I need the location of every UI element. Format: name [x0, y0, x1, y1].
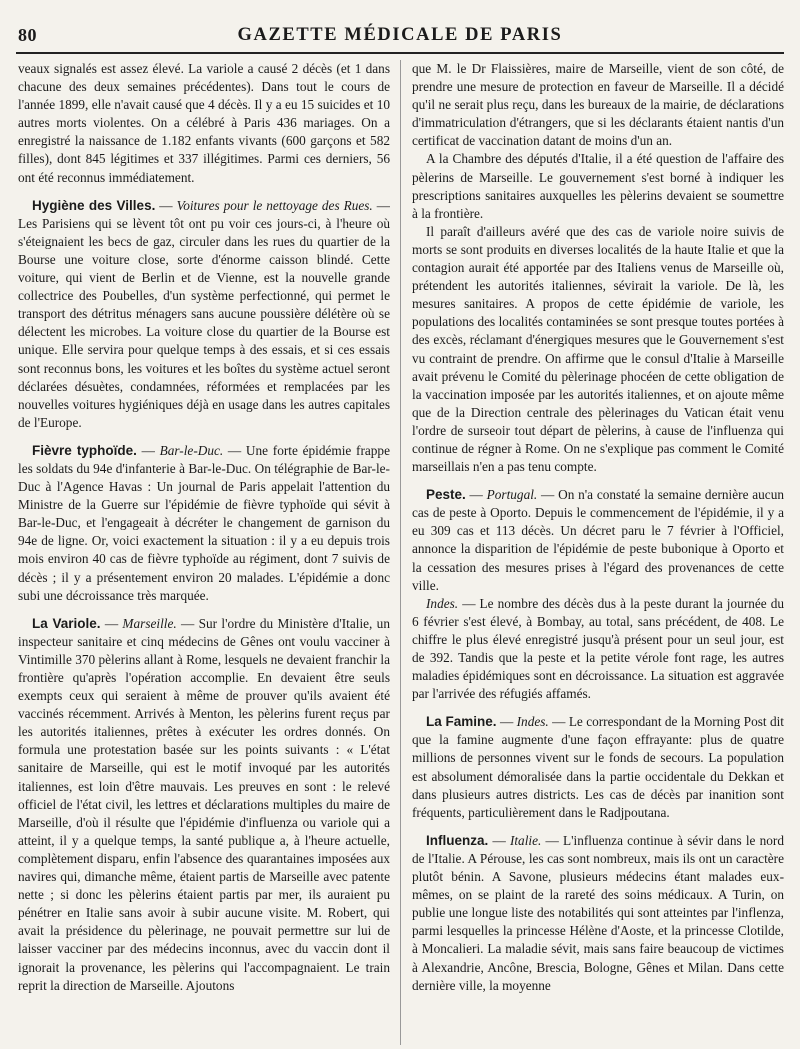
section-subtitle-variole: Marseille. [122, 615, 177, 631]
section-subtitle-famine: Indes. [516, 714, 549, 730]
journal-title: GAZETTE MÉDICALE DE PARIS [237, 25, 563, 45]
section-body-peste-indes: Le nombre des décès dus à la peste durant la journée du 6 février s'est élevé, à Bombay, au total, sans précédent, de 408. Le chiffre le plus élevé enregistré jusqu'à présent pour un seul jour, est de 392. Tandis que la peste et la petite vérole font rage, les autres maladies épidémiques sont en décroissance. La situation est aggravée par l'arrivée des réfugiés affamés. [412, 595, 784, 702]
section-subtitle-influenza: Italie. [509, 832, 542, 848]
section-body-peste: On n'a constaté la semaine dernière aucun cas de peste à Oporto. Depuis le commencement de l'épidémie, il y a eu 309 cas et 113 décès. Un décret paru le 7 février à l'Officiel, annonce la disparition de l'épidémie de peste bubonique à Oporto et la cessation des mesures prises à l'égard des provenances de cette ville. [412, 487, 784, 593]
section-title-hygiene: Hygiène des Villes. [32, 197, 156, 213]
left-column [18, 60, 390, 1045]
section-body-typhoide: Une forte épidémie frappe les soldats du 94e d'infanterie à Bar-le-Duc. On télégraphie de Bar-le-Duc à l'Agence Havas : Un journal de Paris appelait l'attention du Ministre de la Guerre sur l'épidémie de fièvre typhoïde qui sévit à Bar-le-Duc, et l'engageait à décréter le changement de garnison du 94e de ligne. Or, voici exactement la situation : il y a eu depuis trois mois environ 40 cas de fièvre typhoïde au régiment, dont 7 suivis de décès ; il y a présentement environ 20 malades. L'épidémie a donc subi une décroissance très marquée. [18, 442, 390, 603]
section-subtitle-hygiene: Voitures pour le nettoyage des Rues. [176, 197, 373, 213]
section-body-variole: Sur l'ordre du Ministère d'Italie, un inspecteur sanitaire et cinq médecins de Gênes ont voulu vacciner à Vintimille 370 pèlerins allant à Rome, lesquels ne devaient franchir la frontière qu'après l'opération accomplie. En devaient être seuls exempts ceux qui seraient à même de prouver qu'ils avaient été vaccinés récemment. Arrivés à Menton, les pèlerins furent reçus par les autorités italiennes, prêtes à exécuter les ordres donnés. On formula une protestation basée sur les points suivants : « L'état sanitaire de Marseille, qui est le motif invoqué par les autorités italiennes, est loin d'être mauvais. Les preuves en sont : le relevé officiel de l'état civil, les lettres et déclarations multiples du maire de Marseille, d'où il résulte que l'épidémie d'influenza ou variole qui a atteint, il y a quelque temps, la santé publique a, à l'heure actuelle, complètement disparu, enfin l'absence des quarantaines imposées aux navires qui, dimanche même, étaient partis de Marseille avec patente nette ; si donc les pèlerins étaient partis par mer, ils auraient pu pénétrer en Italie sans avoir à subir aucune visite. M. Robert, qui avait la présidence du pèlerinage, ne pouvait permettre sur lui de laisser vacciner par des médecins inconnus, avec du vaccin dont il ignorait la provenance, les pèlerins qui l'accompagnaient. Le train reprit la direction de Marseille. Ajoutons [18, 615, 390, 993]
page-number: 80 [18, 25, 37, 45]
section-title-famine: La Famine. [426, 714, 497, 730]
section-influenza: Influenza. — Italie. — L'influenza continue à sévir dans le nord de l'Italie. A Pérouse, les cas sont nombreux, mais ils ont un caractère plutôt bénin. A Savone, plusieurs médecins étant malades eux-mêmes, on se plaint de la rareté des soins médicaux. A Turin, on publie une longue liste des notabilités qui sont atteintes par l'inflenza, parmi lesquelles la princesse Hélène d'Aoste, et la princesse Clotilde, à Moncalieri. La maladie sévit, mais sans faire beaucoup de victimes à Alexandrie, Ancône, Brescia, Bologne, Gênes et Milan. Dans cette dernière ville, la moyenne [412, 832, 784, 993]
continued-paragraph-2: A la Chambre des députés d'Italie, il a été question de l'affaire des pèlerins de Marseille. Le gouvernement s'est borné à indiquer les prescriptions sanitaires auxquelles les pèlerins devaient se soumettre à la frontière. [412, 151, 784, 221]
page-header [0, 0, 800, 56]
section-title-typhoide: Fièvre typhoïde. [32, 442, 137, 458]
section-typhoide: Fièvre typhoïde. — Bar-le-Duc. — Une forte épidémie frappe les soldats du 94e d'infanterie à Bar-le-Duc. On télégraphie de Bar-le-Duc à l'Agence Havas : Un journal de Paris appelait l'attention du Ministre de la Guerre sur l'épidémie de fièvre typhoïde qui sévit à Bar-le-Duc, et l'engageait à décréter le changement de garnison du 94e de ligne. Or, voici exactement la situation : il y a eu depuis trois mois environ 40 cas de fièvre typhoïde au régiment, dont 7 suivis de décès ; il y a présentement environ 20 malades. L'épidémie a donc subi une décroissance très marquée. [18, 442, 390, 603]
section-title-variole: La Variole. [32, 615, 101, 631]
section-subtitle-typhoide: Bar-le-Duc. [159, 442, 224, 458]
header-rule [16, 52, 784, 54]
section-title-peste: Peste. [426, 487, 466, 503]
section-subtitle-peste-indes: Indes. [426, 595, 459, 611]
continued-paragraph-1: que M. le Dr Flaissières, maire de Marseille, vient de son côté, de prendre une mesure de protection en faveur de Marseille. Il a décidé qu'il ne serait plus reçu, dans les bureaux de la mairie, de déclarations d'immatriculation d'étrangers, que si les déclarants étaient nantis d'un certificat de vaccination datant de moins d'un an. [412, 61, 784, 149]
right-column [412, 60, 784, 1045]
section-variole: La Variole. — Marseille. — Sur l'ordre du Ministère d'Italie, un inspecteur sanitaire et cinq médecins de Gênes ont voulu vacciner à Vintimille 370 pèlerins allant à Rome, lesquels ne devaient franchir la frontière qu'après l'opération accomplie. En devaient être seuls exempts ceux qui seraient à même de prouver qu'ils avaient été vaccinés récemment. Arrivés à Menton, les pèlerins furent reçus par les autorités italiennes, prêtes à exécuter les ordres donnés. On formula une protestation basée sur les points suivants : « L'état sanitaire de Marseille, qui est le motif invoqué par les autorités italiennes, est loin d'être mauvais. Les preuves en sont : le relevé officiel de l'état civil, les lettres et déclarations multiples du maire de Marseille, d'où il résulte que l'épidémie d'influenza ou variole qui a atteint, il y a quelque temps, la santé publique a, à l'heure actuelle, complètement disparu, enfin l'absence des quarantaines imposées aux navires qui, dimanche même, étaient partis de Marseille avec patente nette ; si donc les pèlerins étaient partis par mer, ils auraient pu pénétrer en Italie sans avoir à subir aucune visite. M. Robert, qui avait la présidence du pèlerinage, ne pouvait permettre sur lui de laisser vacciner par des médecins inconnus, avec du vaccin dont il ignorait la provenance, les pèlerins qui l'accompagnaient. Le train reprit la direction de Marseille. Ajoutons [18, 615, 390, 993]
section-famine: La Famine. — Indes. — Le correspondant de la Morning Post dit que la famine augmente d'une façon effrayante: plus de quatre millions de personnes vivent sur le fonds de secours. La population est absolument démoralisée dans la partie occidentale du Dekkan et dans plusieurs autres districts. Les cas de décès par inanition sont fréquents, particulièrement dans le Radjpoutana. [412, 714, 784, 820]
section-title-influenza: Influenza. [426, 832, 489, 848]
continued-paragraph-3: Il paraît d'ailleurs avéré que des cas de variole noire suivis de morts se sont produits en diverses localités de la haute Italie et que la contagion aurait été apportée par des Italiens venus de Marseille où, prétendent les autorités italiennes, sévirait la variole. De là, les mesures sanitaires. A propos de cette épidémie de variole, les populations des localités contaminées se sont presque toutes portées à des excès, réclamant d'énergiques mesures que le Gouvernement s'est vu contraint de prendre. On affirme que le consul d'Italie à Marseille avait prévenu le Comité du pèlerinage phocéen de cette obligation de la vaccination imposée par les autorités italiennes, et on ajoute même que de la Direction centrale des pèlerinages du Vatican était venu l'ordre de surseoir tout départ de pèlerins, à cause de l'influenza qui continue de régner à Rome. On ne s'explique pas comment le Comité marseillais n'en a pas tenu compte. [412, 223, 784, 475]
section-peste: Peste. — Portugal. — On n'a constaté la semaine dernière aucun cas de peste à Oporto. Depuis le commencement de l'épidémie, il y a eu 309 cas et 113 décès. Un décret paru le 7 février à l'Officiel, annonce la disparition de l'épidémie de peste bubonique à Oporto et la cessation des mesures prises à l'égard des provenances de cette ville. Indes. — Le nombre des décès dus à la peste durant la journée du 6 février s'est élevé, à Bombay, au total, sans précédent, de 408. Le chiffre le plus élevé enregistré jusqu'à présent pour un seul jour, est de 392. Tandis que la peste et la petite vérole font rage, les autres maladies épidémiques sont en décroissance. La situation est aggravée par l'arrivée des réfugiés affamés. [412, 487, 784, 702]
section-body-influenza: L'influenza continue à sévir dans le nord de l'Italie. A Pérouse, les cas sont nombreux, mais ils ont un caractère plutôt bénin. A Savone, plusieurs médecins étant malades eux-mêmes, on se plaint de la rareté des soins médicaux. A Turin, on publie une longue liste des notabilités qui sont atteintes par l'inflenza, parmi lesquelles la princesse Hélène d'Aoste, et la princesse Clotilde, à Moncalieri. La maladie sévit, mais sans faire beaucoup de victimes à Alexandrie, Ancône, Brescia, Bologne, Gênes et Milan. Dans cette dernière ville, la moyenne [412, 832, 784, 993]
section-body-hygiene: Les Parisiens qui se lèvent tôt ont pu voir ces jours-ci, à l'heure où s'éteignaient les becs de gaz, circuler dans les rues du quartier de la Bourse une voiture close, sorte d'énorme caisson blindé. Cette voiture, qui vient de Berlin et de Vienne, est la nouvelle grande collectrice des Poubelles, d'un système perfectionné, qui permet le transport des détritus ménagers sans aucune poussière délétère où se délectent les microbes. La voiture close du quartier de la Bourse est unique. Elle servira pour quelque temps à des essais, et si ces essais sont reconnus bons, les voitures et les boîtes du système actuel seront déclarées désuètes, condamnées, réformées et remplacées par les nouvelles voitures hygiéniques déjà en usage dans les autres capitales de l'Europe. [18, 215, 390, 430]
section-subtitle-peste: Portugal. [486, 487, 538, 503]
section-body-famine: Le correspondant de la Morning Post dit que la famine augmente d'une façon effrayante: plus de quatre millions de personnes vivent sur le fonds de secours. La population est absolument démoralisée dans la partie occidentale du Dekkan et dans plusieurs autres districts. Les cas de décès par inanition sont fréquents, particulièrement dans le Radjpoutana. [412, 714, 784, 820]
column-divider [400, 60, 401, 1045]
intro-paragraph: veaux signalés est assez élevé. La variole a causé 2 décès (et 1 dans chacune des deux semaines précédentes). Dans tout le cours de l'année 1899, elle n'avait causé que 4 décès. Il y a eu 15 suicides et 10 autres morts violentes. On a célébré à Paris 436 mariages. On a enregistré la naissance de 1.182 enfants vivants (600 garçons et 582 filles), dont 845 légitimes et 337 illégitimes. Parmi ces derniers, 56 ont été reconnus immédiatement. [18, 61, 390, 185]
section-hygiene: Hygiène des Villes. — Voitures pour le nettoyage des Rues. — Les Parisiens qui se lèvent tôt ont pu voir ces jours-ci, à l'heure où s'éteignaient les becs de gaz, circuler dans les rues du quartier de la Bourse une voiture close, sorte d'énorme caisson blindé. Cette voiture, qui vient de Berlin et de Vienne, est la nouvelle grande collectrice des Poubelles, d'un système perfectionné, qui permet le transport des détritus ménagers sans aucune poussière délétère où se délectent les microbes. La voiture close du quartier de la Bourse est unique. Elle servira pour quelque temps à des essais, et si ces essais sont reconnus bons, les voitures et les boîtes du système actuel seront déclarées désuètes, condamnées, réformées et remplacées par les nouvelles voitures hygiéniques déjà en usage dans les autres capitales de l'Europe. [18, 197, 390, 430]
